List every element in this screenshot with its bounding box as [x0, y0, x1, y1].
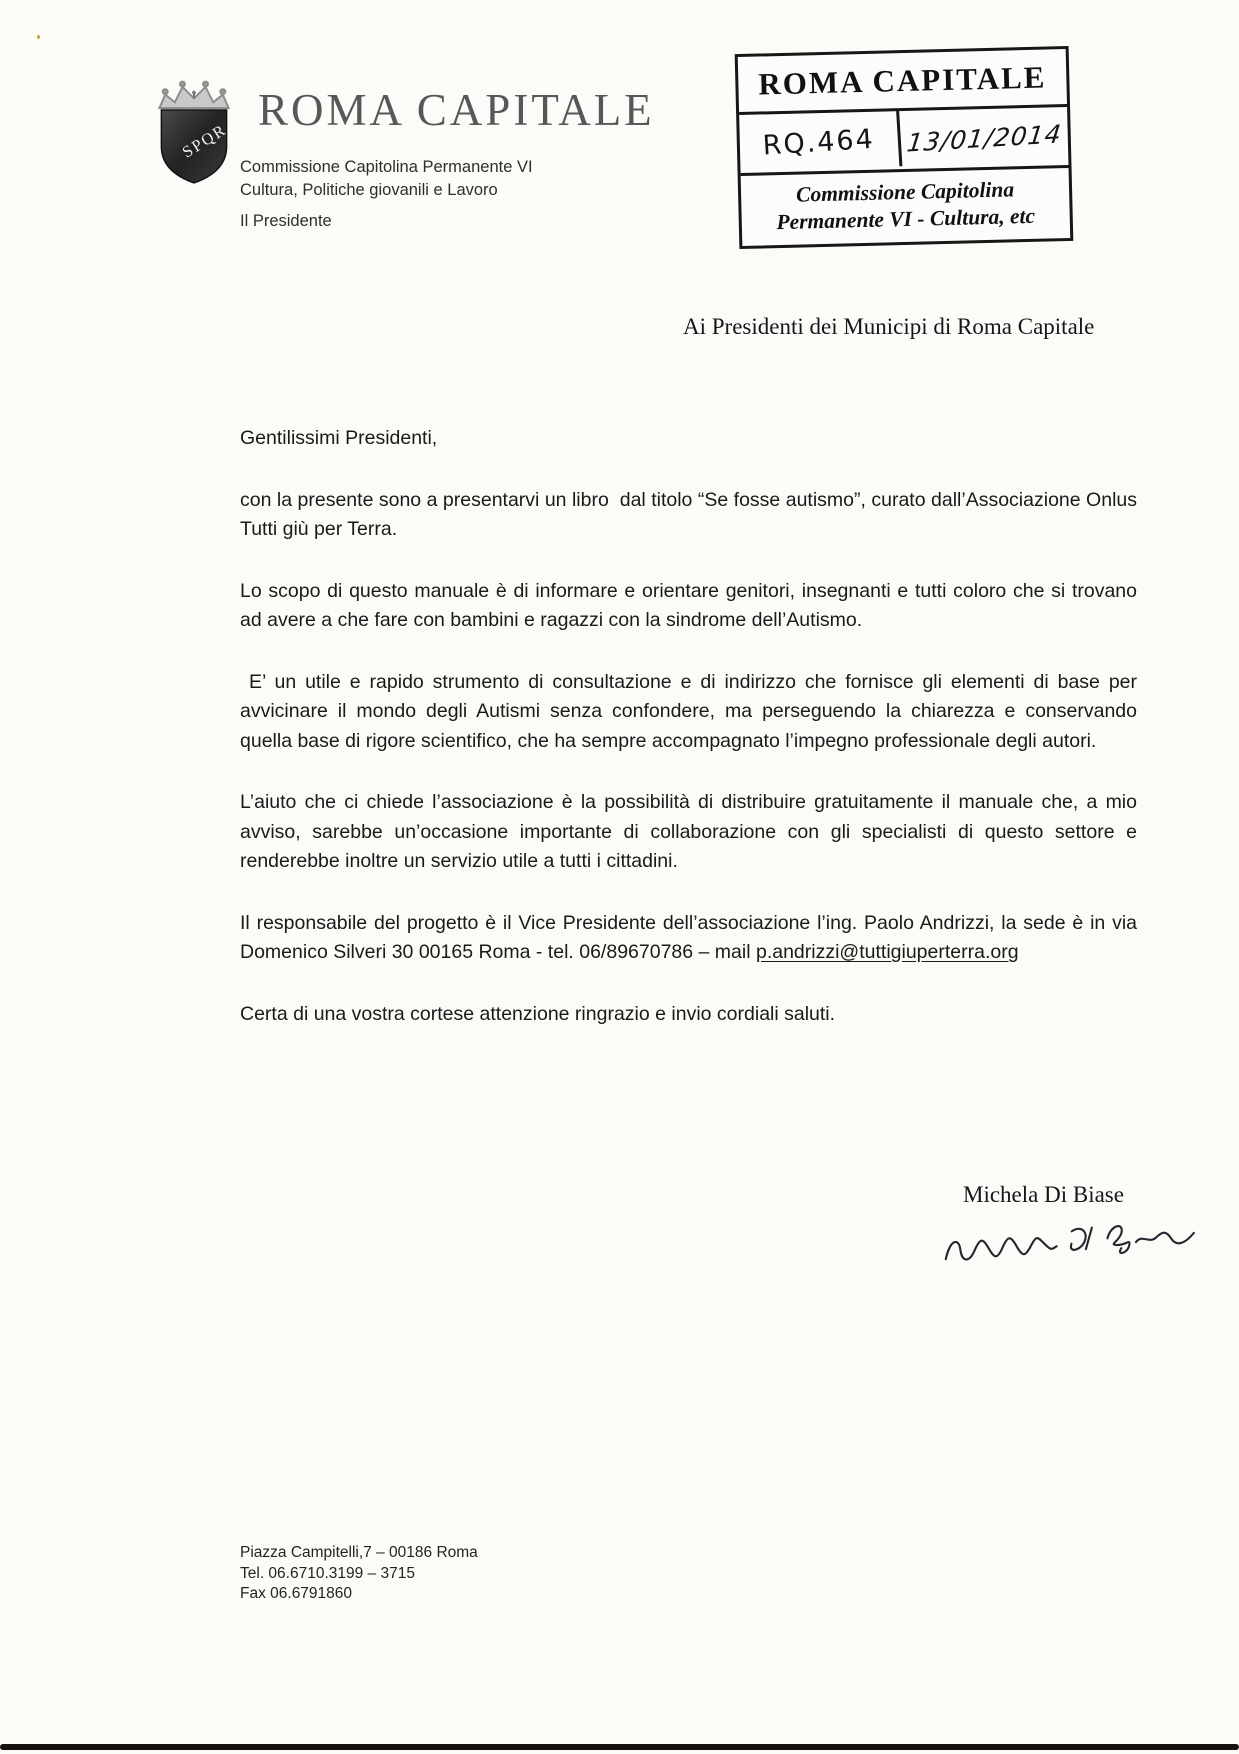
paragraph-1: con la presente sono a presentarvi un libro dal titolo “Se fosse autismo”, curato dall’Associazione Onlus Tutti giù per Terra. — [240, 488, 1143, 540]
letter-body — [240, 424, 1143, 1061]
stamp-title: ROMA CAPITALE — [738, 49, 1067, 115]
footer-address: Piazza Campitelli,7 – 00186 Roma — [240, 1544, 478, 1561]
shield-spqr-text: SPQR — [178, 119, 230, 162]
scan-speck — [37, 35, 40, 39]
email-address: p.andrizzi@tuttigiuperterra.org — [755, 941, 1019, 963]
stamp-protocol-number: RQ.464 — [738, 108, 902, 175]
stamp-office — [741, 168, 1071, 246]
crown-icon — [159, 82, 228, 108]
responsible-text: Il responsabile del progetto è il Vice Presidente dell’associazione l’ing. Paolo Andrizzi, la sede è in via Domenico Silveri 30 00165 Roma - tel. 06/89670786 – mail — [240, 911, 1143, 963]
stamp-office-line1: Commissione Capitolina — [795, 177, 1015, 207]
department-line2: Cultura, Politiche giovanili e Lavoro — [240, 181, 498, 199]
signature-typed-name: Michela Di Biase — [963, 1182, 1124, 1207]
recipient-line: Ai Presidenti dei Municipi di Roma Capitale — [683, 314, 1095, 339]
stamp-date: 13/01/2014 — [905, 118, 1064, 158]
stamp-office-line2: Permanente VI - Cultura, etc — [776, 203, 1036, 235]
handwritten-signature — [936, 1199, 1204, 1285]
scan-bottom-edge-line — [0, 1744, 1239, 1750]
paragraph-2: Lo scopo di questo manuale è di informare e orientare genitori, insegnanti e tutti coloro che si trovano ad avere a che fare con bambini e ragazzi con la sindrome dell’Autismo. — [240, 579, 1143, 631]
footer-contact-block — [240, 1543, 478, 1605]
president-role-label: Il Presidente — [240, 212, 332, 230]
department-lines — [240, 156, 533, 202]
salutation: Gentilissimi Presidenti, — [240, 427, 438, 449]
org-name: ROMA CAPITALE — [258, 85, 655, 135]
stamp-protocol-row — [739, 107, 1068, 176]
paragraph-3: E’ un utile e rapido strumento di consultazione e di indirizzo che fornisce gli elementi di base per avvicinare il mondo degli Autismi senza confondere, ma perseguendo la chiarezza e conservando quella base di rigore scientifico, che ha sempre accompagnato l’impegno professionale degli autori. — [240, 670, 1143, 752]
closing-line: Certa di una vostra cortese attenzione ringrazio e invio cordiali saluti. — [240, 1002, 836, 1025]
paragraph-5 — [240, 909, 1143, 968]
paragraph-4: L’aiuto che ci chiede l’associazione è la possibilità di distribuire gratuitamente il manuale che, a mio avviso, sarebbe un’occasione importante di collaborazione con gli specialisti di questo settore e renderebbe inoltre un servizio utile a tutti i cittadini. — [240, 791, 1143, 872]
footer-fax: Fax 06.6791860 — [240, 1585, 353, 1602]
protocol-stamp — [735, 46, 1074, 249]
department-line1: Commissione Capitolina Permanente VI — [240, 158, 533, 176]
footer-tel: Tel. 06.6710.3199 – 3715 — [240, 1564, 415, 1582]
roma-capitale-shield-logo — [146, 78, 242, 188]
